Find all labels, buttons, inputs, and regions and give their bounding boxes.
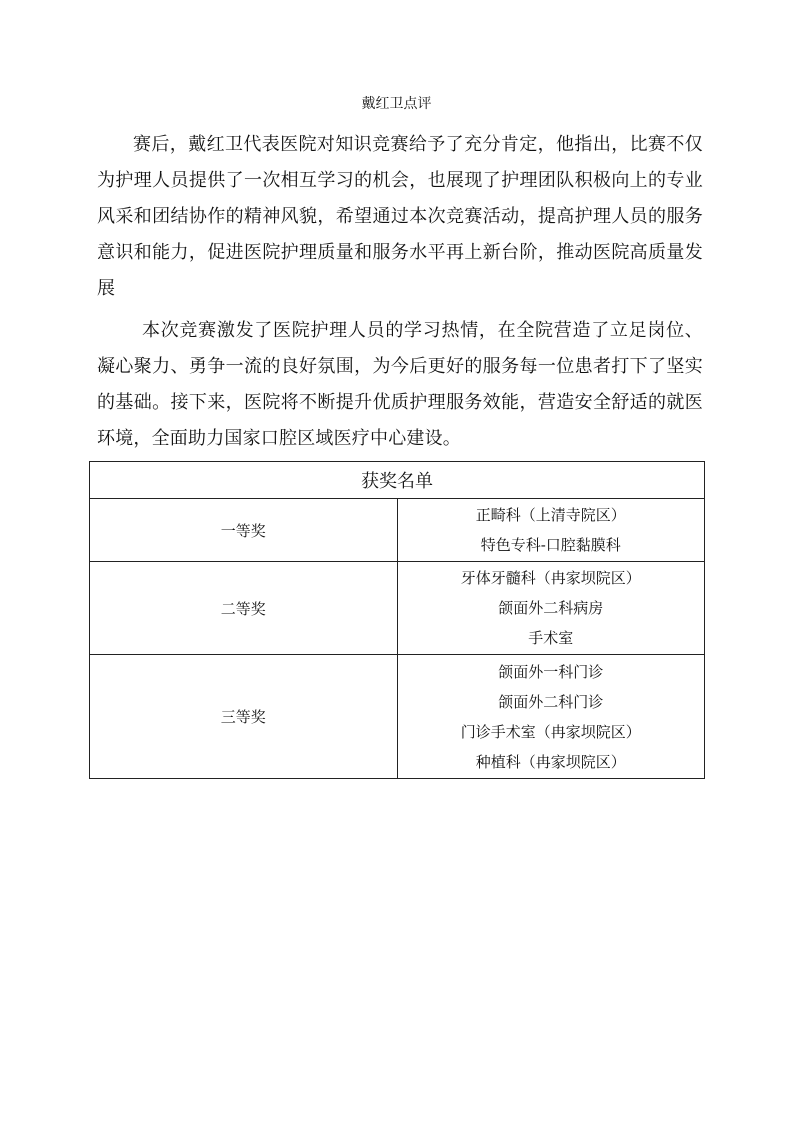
paragraph-summary: 本次竞赛激发了医院护理人员的学习热情，在全院营造了立足岗位、凝心聚力、勇争一流的良好氛围，为今后更好的服务每一位患者打下了坚实的基础。接下来，医院将不断提升优质护理服务效能，营造安全舒适的就医环境，全面助力国家口腔区域医疗中心建设。 (97, 320, 703, 449)
award-unit: 门诊手术室（冉家坝院区） (460, 722, 641, 741)
award-unit: 颌面外二科门诊 (498, 692, 604, 711)
award-unit: 正畸科（上清寺院区） (475, 506, 626, 524)
award-level-third: 三等奖 (90, 655, 398, 779)
award-unit: 颌面外一科门诊 (498, 662, 604, 681)
table-row (90, 562, 705, 655)
award-level-second: 二等奖 (90, 562, 398, 655)
section-title: 戴红卫点评 (361, 96, 432, 112)
paragraph-comment: 赛后，戴红卫代表医院对知识竞赛给予了充分肯定，他指出，比赛不仅为护理人员提供了一次相互学习的机会，也展现了护理团队积极向上的专业风采和团结协作的精神风貌，希望通过本次竞赛活动，提高护理人员的服务意识和能力，促进医院护理质量和服务水平再上新台阶，推动医院高质量发展 (97, 134, 703, 299)
award-level-first: 一等奖 (90, 499, 398, 562)
award-table-header: 获奖名单 (90, 462, 705, 499)
table-row (90, 655, 705, 779)
table-row (90, 499, 705, 562)
award-unit: 特色专科-口腔黏膜科 (480, 536, 621, 554)
award-units-second (397, 562, 705, 655)
award-table (89, 461, 705, 779)
award-unit: 牙体牙髓科（冉家坝院区） (460, 569, 641, 587)
award-unit: 颌面外二科病房 (498, 599, 604, 617)
award-unit: 种植科（冉家坝院区） (475, 752, 626, 771)
award-units-third (397, 655, 705, 779)
award-unit: 手术室 (528, 629, 574, 647)
award-units-first (397, 499, 705, 562)
